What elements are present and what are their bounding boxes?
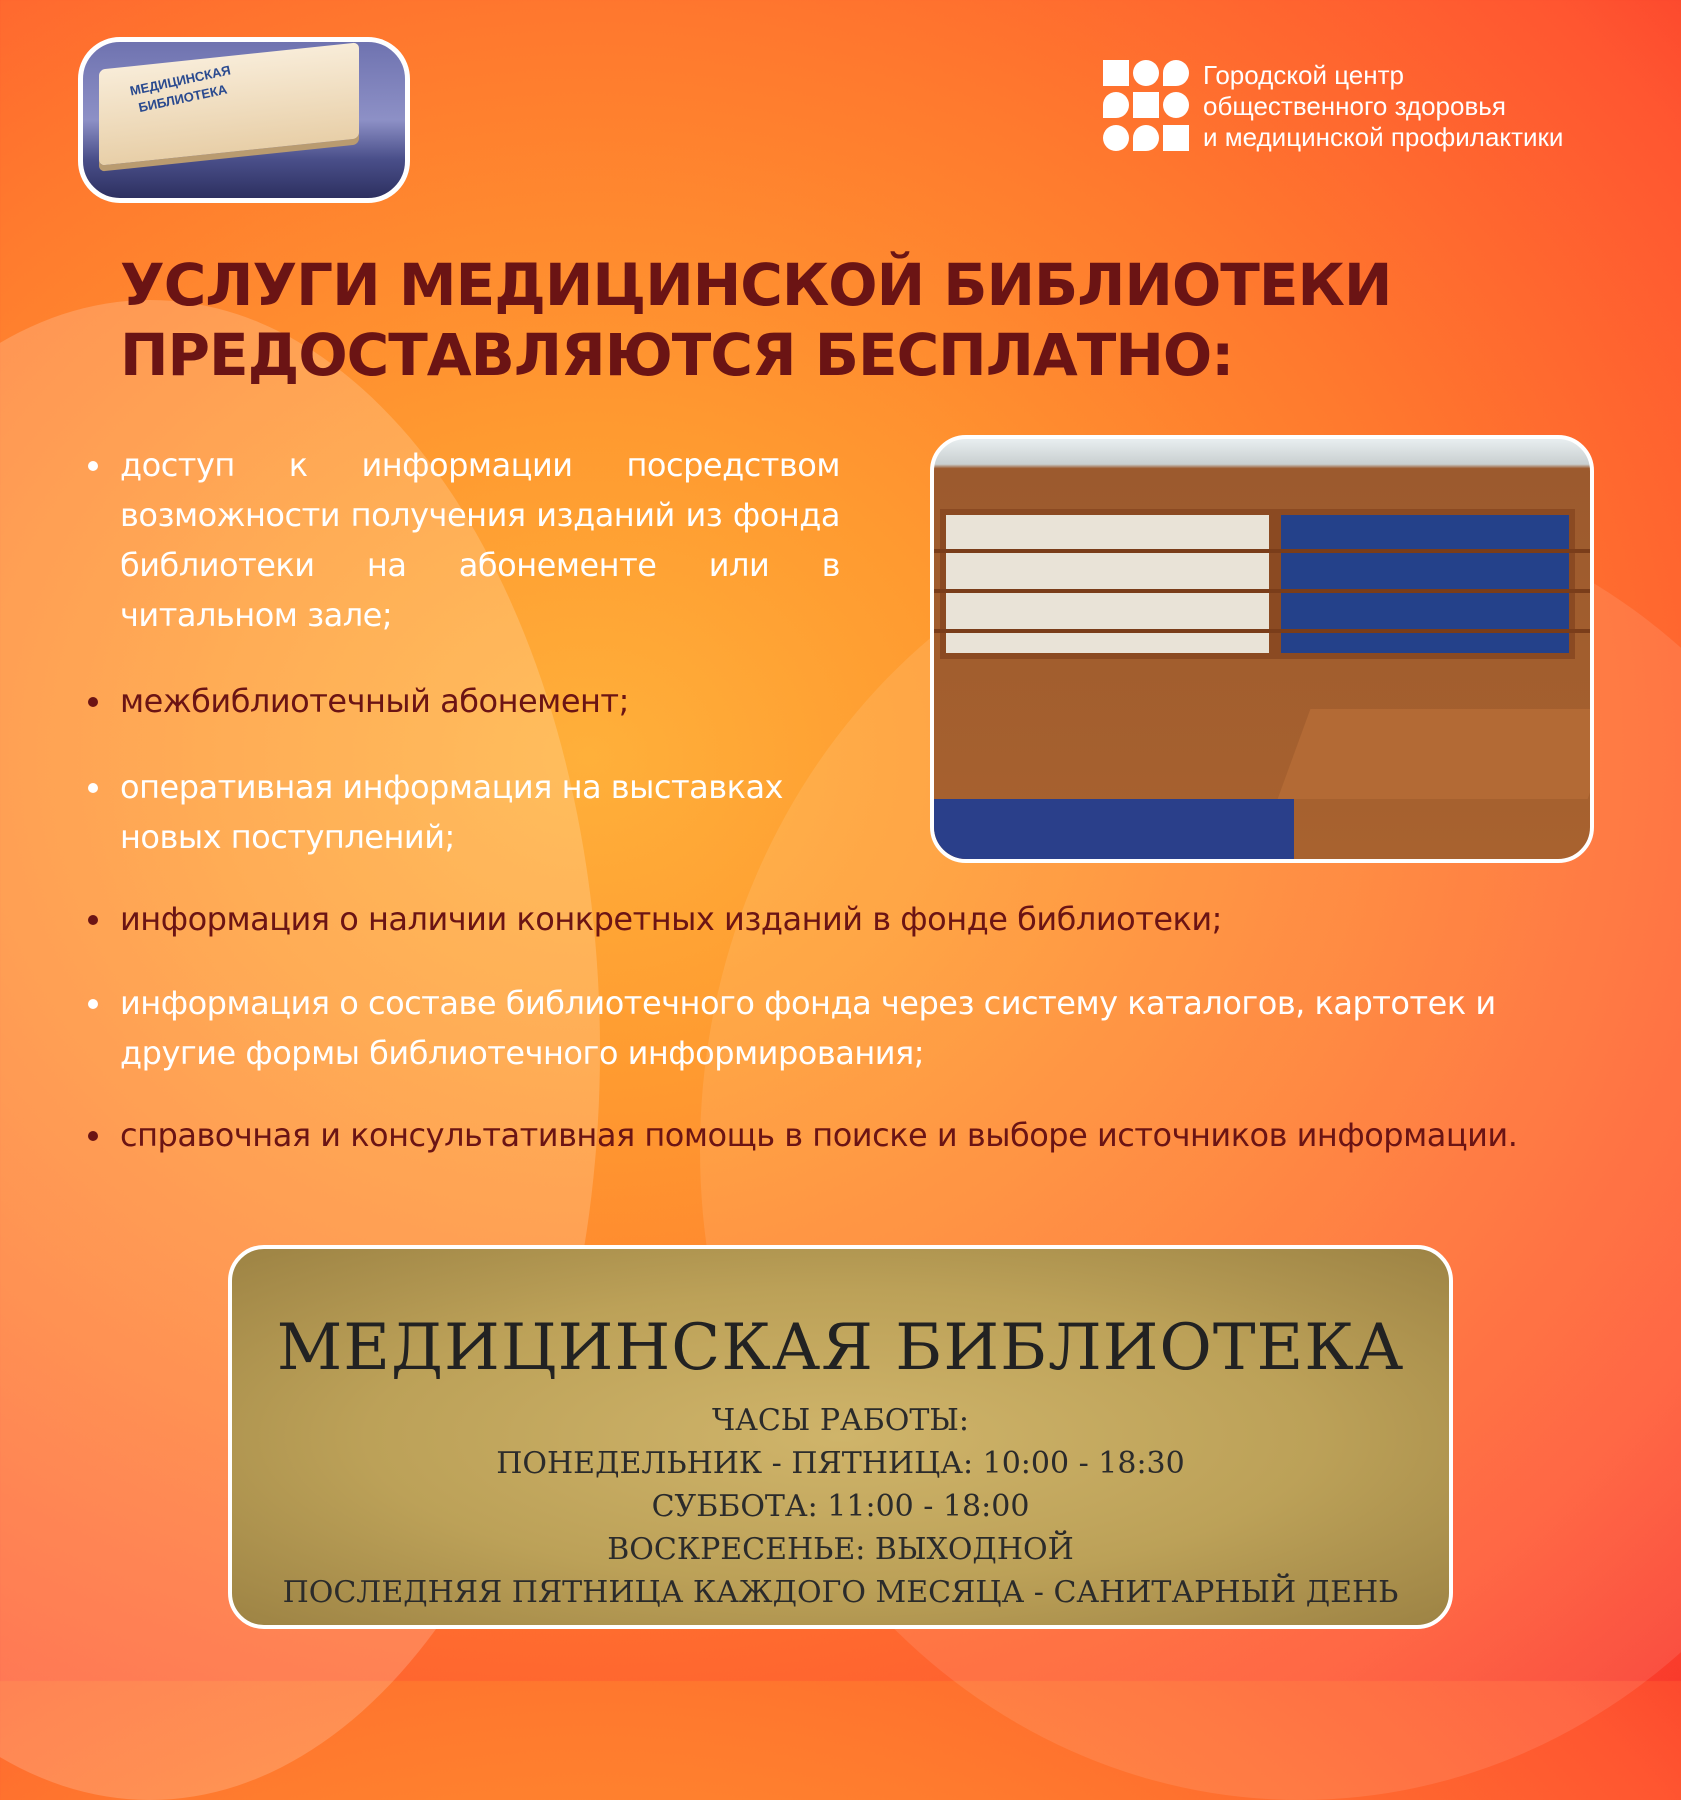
org-line: Городской центр xyxy=(1203,60,1404,90)
library-hours-plaque xyxy=(228,1245,1453,1629)
reading-room-photo xyxy=(930,435,1594,863)
logo-mark-icon xyxy=(1103,60,1189,153)
title-line: ПРЕДОСТАВЛЯЮТСЯ БЕСПЛАТНО: xyxy=(120,321,1234,389)
list-item: информация о составе библиотечного фонда через систему каталогов, картотек и другие формы библиотечного информирования; xyxy=(120,978,1540,1078)
list-item: справочная и консультативная помощь в поиске и выборе источников информации. xyxy=(120,1110,1540,1160)
list-item: доступ к информации посредством возможности получения изданий из фонда библиотеки на абонементе или в читальном зале; xyxy=(120,440,840,640)
book-title: МЕДИЦИНСКАЯ БИБЛИОТЕКА xyxy=(128,62,232,116)
page-title xyxy=(120,250,1391,390)
hours-saturday: СУББОТА: 11:00 - 18:00 xyxy=(651,1489,1030,1524)
medical-library-logo xyxy=(78,37,410,203)
org-line: и медицинской профилактики xyxy=(1203,122,1564,152)
title-line: УСЛУГИ МЕДИЦИНСКОЙ БИБЛИОТЕКИ xyxy=(120,251,1392,319)
hours-sunday: ВОСКРЕСЕНЬЕ: ВЫХОДНОЙ xyxy=(607,1532,1074,1567)
org-name xyxy=(1203,60,1563,153)
hours-weekdays: ПОНЕДЕЛЬНИК - ПЯТНИЦА: 10:00 - 18:30 xyxy=(496,1446,1185,1481)
hours-label: ЧАСЫ РАБОТЫ: xyxy=(711,1403,970,1438)
sanitary-day: ПОСЛЕДНЯЯ ПЯТНИЦА КАЖДОГО МЕСЯЦА - САНИТАРНЫЙ ДЕНЬ xyxy=(282,1575,1399,1610)
org-line: общественного здоровья xyxy=(1203,91,1506,121)
list-item: оперативная информация на выставках новых поступлений; xyxy=(120,762,860,862)
plaque-title: МЕДИЦИНСКАЯ БИБЛИОТЕКА xyxy=(276,1311,1405,1385)
list-item: информация о наличии конкретных изданий в фонде библиотеки; xyxy=(120,894,1222,944)
list-item: межбиблиотечный абонемент; xyxy=(120,676,629,726)
city-center-logo xyxy=(1103,60,1563,153)
